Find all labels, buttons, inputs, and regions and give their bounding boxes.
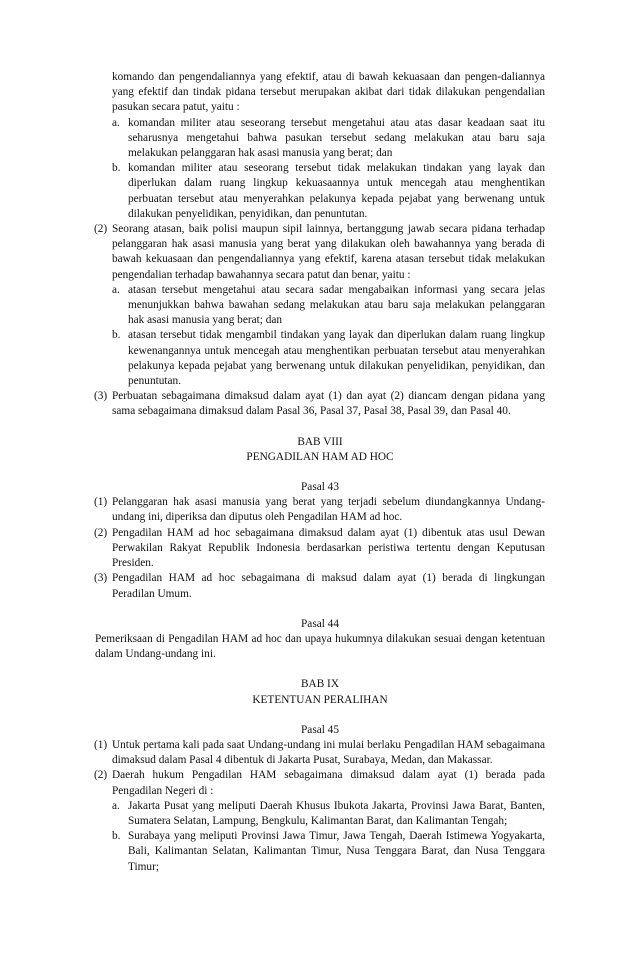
chapter-subtitle: KETENTUAN PERALIHAN bbox=[252, 693, 388, 706]
article-title: Pasal 45 bbox=[301, 723, 339, 736]
clause-item bbox=[95, 768, 545, 874]
clause-text: Untuk pertama kali pada saat Undang-undang ini mulai berlaku Pengadilan HAM sebagaimana dimaksud dalam Pasal 4 dibentuk di Jakarta Pusat, Surabaya, Medan, dan Makassar. bbox=[112, 738, 545, 767]
clause-text: Daerah hukum Pengadilan HAM sebagaimana dimaksud dalam ayat (1) berada pada Pengadilan Negeri di : bbox=[112, 769, 545, 797]
clause-text: Pengadilan HAM ad hoc sebagaimana di maksud dalam ayat (1) berada di lingkungan Peradilan Umum. bbox=[112, 572, 545, 600]
clause-item bbox=[95, 526, 545, 572]
clause-item bbox=[95, 222, 545, 389]
list-letter: a. bbox=[112, 116, 120, 129]
clause-number: (1) bbox=[94, 738, 108, 751]
list-letter: a. bbox=[112, 283, 120, 296]
clause-number: (2) bbox=[94, 223, 108, 236]
list-letter: b. bbox=[112, 162, 121, 175]
clause-text: Pelanggaran hak asasi manusia yang berat yang terjadi sebelum diundangkannya Undang-undang ini, diperiksa dan diputus oleh Pengadilan HAM ad hoc. bbox=[112, 496, 545, 524]
list-item bbox=[112, 829, 545, 875]
clause-number: (1) bbox=[94, 496, 108, 509]
document-body bbox=[95, 70, 545, 875]
list-text: Surabaya yang meliputi Provinsi Jawa Timur, Jawa Tengah, Daerah Istimewa Yogyakarta, Bali, Kalimantan Selatan, Kalimantan Timur, Nusa Tenggara Barat, dan Nusa Tenggara Timur; bbox=[128, 830, 545, 873]
list-letter: b. bbox=[112, 329, 121, 342]
chapter-title: BAB IX bbox=[301, 678, 339, 691]
clause-text: Perbuatan sebagaimana dimaksud dalam ayat (1) dan ayat (2) diancam dengan pidana yang sama sebagaimana dimaksud dalam Pasal 36, Pasal 37, Pasal 38, Pasal 39, dan Pasal 40. bbox=[112, 390, 545, 418]
continuation-paragraph: komando dan pengendaliannya yang efektif, atau di bawah kekuasaan dan pengen-daliannya yang efektif dan tindak pidana tersebut merupakan akibat dari tidak dilakukan pengendalian pasukan secara patut, yaitu : bbox=[112, 71, 545, 114]
list-text: atasan tersebut mengetahui atau secara sadar mengabaikan informasi yang secara jelas menunjukkan bahwa bawahan sedang melakukan atau baru saja melakukan pelanggaran hak asasi manusia yang berat; dan bbox=[128, 283, 545, 327]
clause-number: (3) bbox=[94, 572, 108, 585]
list-item bbox=[112, 328, 545, 389]
list-item bbox=[112, 799, 545, 829]
continuation-list bbox=[112, 116, 545, 222]
clause-item bbox=[95, 389, 545, 419]
list-text: atasan tersebut tidak mengambil tindakan yang layak dan diperlukan dalam ruang lingkup kewenangannya untuk mencegah atau menghentikan perbuatan tersebut atau menyerahkan pelakunya kepada pejabat yang berwenang untuk dilakukan penyelidikan, penyidikan, dan penuntutan. bbox=[128, 329, 545, 388]
list-text: komandan militer atau seseorang tersebut mengetahui atau atas dasar keadaan saat itu seharusnya mengetahui bahwa pasukan tersebut sedang melakukan atau baru saja melakukan pelanggaran hak asasi manusia yang berat; dan bbox=[128, 116, 545, 160]
clause-text: Pengadilan HAM ad hoc sebagaimana dimaksud dalam ayat (1) dibentuk atas usul Dewan Perwakilan Rakyat Republik Indonesia berdasarkan peristiwa tertentu dengan Keputusan Presiden. bbox=[112, 526, 545, 570]
clause-number: (2) bbox=[94, 526, 108, 539]
clause-text: Seorang atasan, baik polisi maupun sipil lainnya, bertanggung jawab secara pidana terhadap pelanggaran hak asasi manusia yang berat yang dilakukan oleh bawahannya yang berada di bawah kekuasaan dan pengendaliannya yang efektif, karena atasan tersebut tidak melakukan pengendalian terhadap bawahannya secara patut dan benar, yaitu : bbox=[112, 223, 545, 281]
list-item bbox=[112, 116, 545, 162]
list-text: Jakarta Pusat yang meliputi Daerah Khusus Ibukota Jakarta, Provinsi Jawa Barat, Banten, Sumatera Selatan, Lampung, Bengkulu, Kalimantan Barat, dan Kalimantan Tengah; bbox=[128, 799, 545, 827]
chapter-subtitle: PENGADILAN HAM AD HOC bbox=[246, 450, 394, 463]
list-text: komandan militer atau seseorang tersebut tidak melakukan tindakan yang layak dan diperlukan dalam ruang lingkup kekuasaannya untuk mencegah atau menghentikan perbuatan tersebut atau menyerahkan pelakunya kepada pejabat yang berwenang untuk dilakukan penyelidikan, penyidikan, dan penuntutan. bbox=[128, 162, 545, 220]
article-title: Pasal 44 bbox=[301, 617, 339, 630]
clause-item bbox=[95, 571, 545, 601]
list-letter: a. bbox=[112, 799, 120, 812]
list-item bbox=[112, 283, 545, 329]
clause-item bbox=[95, 495, 545, 525]
clause-item bbox=[95, 738, 545, 768]
list-letter: b. bbox=[112, 830, 121, 843]
clause-number: (2) bbox=[94, 769, 108, 782]
chapter-title: BAB VIII bbox=[297, 435, 343, 448]
article-paragraph: Pemeriksaan di Pengadilan HAM ad hoc dan upaya hukumnya dilakukan sesuai dengan ketentuan dalam Undang-undang ini. bbox=[95, 632, 545, 661]
article-title: Pasal 43 bbox=[301, 481, 339, 494]
list-item bbox=[112, 161, 545, 222]
clause-number: (3) bbox=[94, 390, 108, 403]
